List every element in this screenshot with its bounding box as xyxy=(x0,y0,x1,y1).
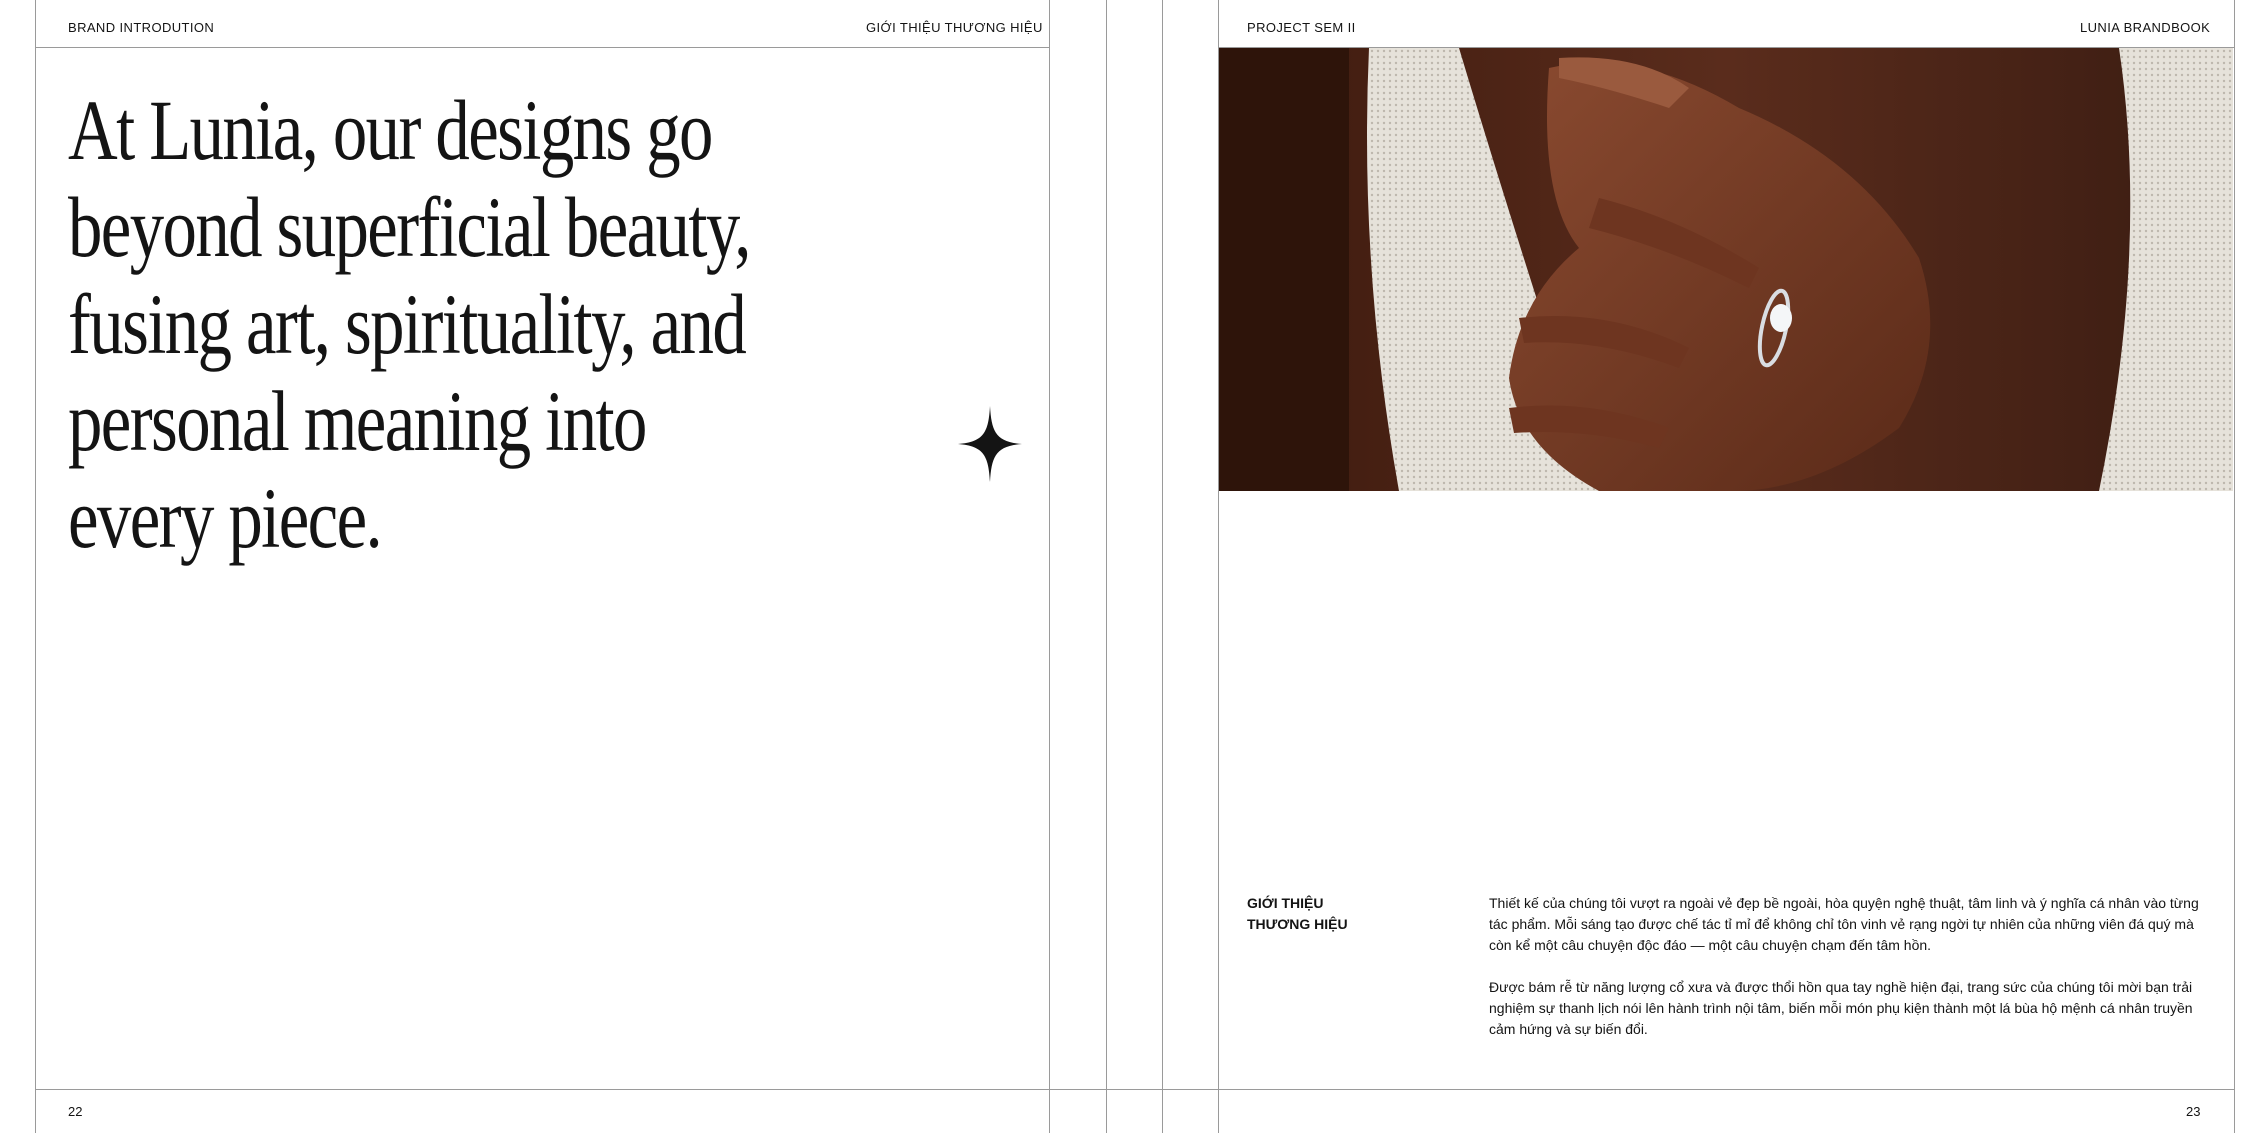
right-margin-rule xyxy=(2234,0,2235,1133)
gutter-rule-1 xyxy=(1106,0,1107,1133)
left-header-rule xyxy=(35,47,1049,48)
footer-rule xyxy=(35,1089,2234,1090)
running-head-left-vi: GIỚI THIỆU THƯƠNG HIỆU xyxy=(866,20,1043,35)
left-margin-rule xyxy=(35,0,36,1133)
page-number-left: 22 xyxy=(68,1104,83,1119)
intro-paragraph-2: Được bám rễ từ năng lượng cổ xưa và được thổi hồn qua tay nghề hiện đại, trang sức của chúng tôi mời bạn trải nghiệm sự thanh lịch nói lên hành trình nội tâm, biến mỗi món phụ kiện thành một lá bùa hộ mệnh cá nhân truyền cảm hứng và sự biến đổi. xyxy=(1489,979,2193,1037)
four-point-star-icon xyxy=(958,406,1022,482)
gutter-rule-2 xyxy=(1162,0,1163,1133)
hand-with-ring-photo xyxy=(1219,48,2233,491)
section-label xyxy=(1247,893,1447,935)
intro-body xyxy=(1489,893,2209,1061)
section-label-line2: THƯƠNG HIỆU xyxy=(1247,916,1348,932)
running-head-project: PROJECT SEM II xyxy=(1247,20,1356,35)
intro-paragraph-1: Thiết kế của chúng tôi vượt ra ngoài vẻ đẹp bề ngoài, hòa quyện nghệ thuật, tâm linh và ý nghĩa cá nhân vào từng tác phẩm. Mỗi sáng tạo được chế tác tỉ mỉ để không chỉ tôn vinh vẻ rạng ngời tự nhiên của những viên đá quý mà còn kể một câu chuyện độc đáo — một câu chuyện chạm đến tâm hồn. xyxy=(1489,895,2199,953)
page-headline: At Lunia, our designs go beyond superficial beauty, fusing art, spirituality, and personal meaning into every piece. xyxy=(68,82,750,566)
left-page-inner-rule xyxy=(1049,0,1050,1133)
running-head-brandbook: LUNIA BRANDBOOK xyxy=(2080,20,2211,35)
section-label-line1: GIỚI THIỆU xyxy=(1247,895,1324,911)
page-number-right: 23 xyxy=(2186,1104,2201,1119)
running-head-left: BRAND INTRODUTION xyxy=(68,20,215,35)
